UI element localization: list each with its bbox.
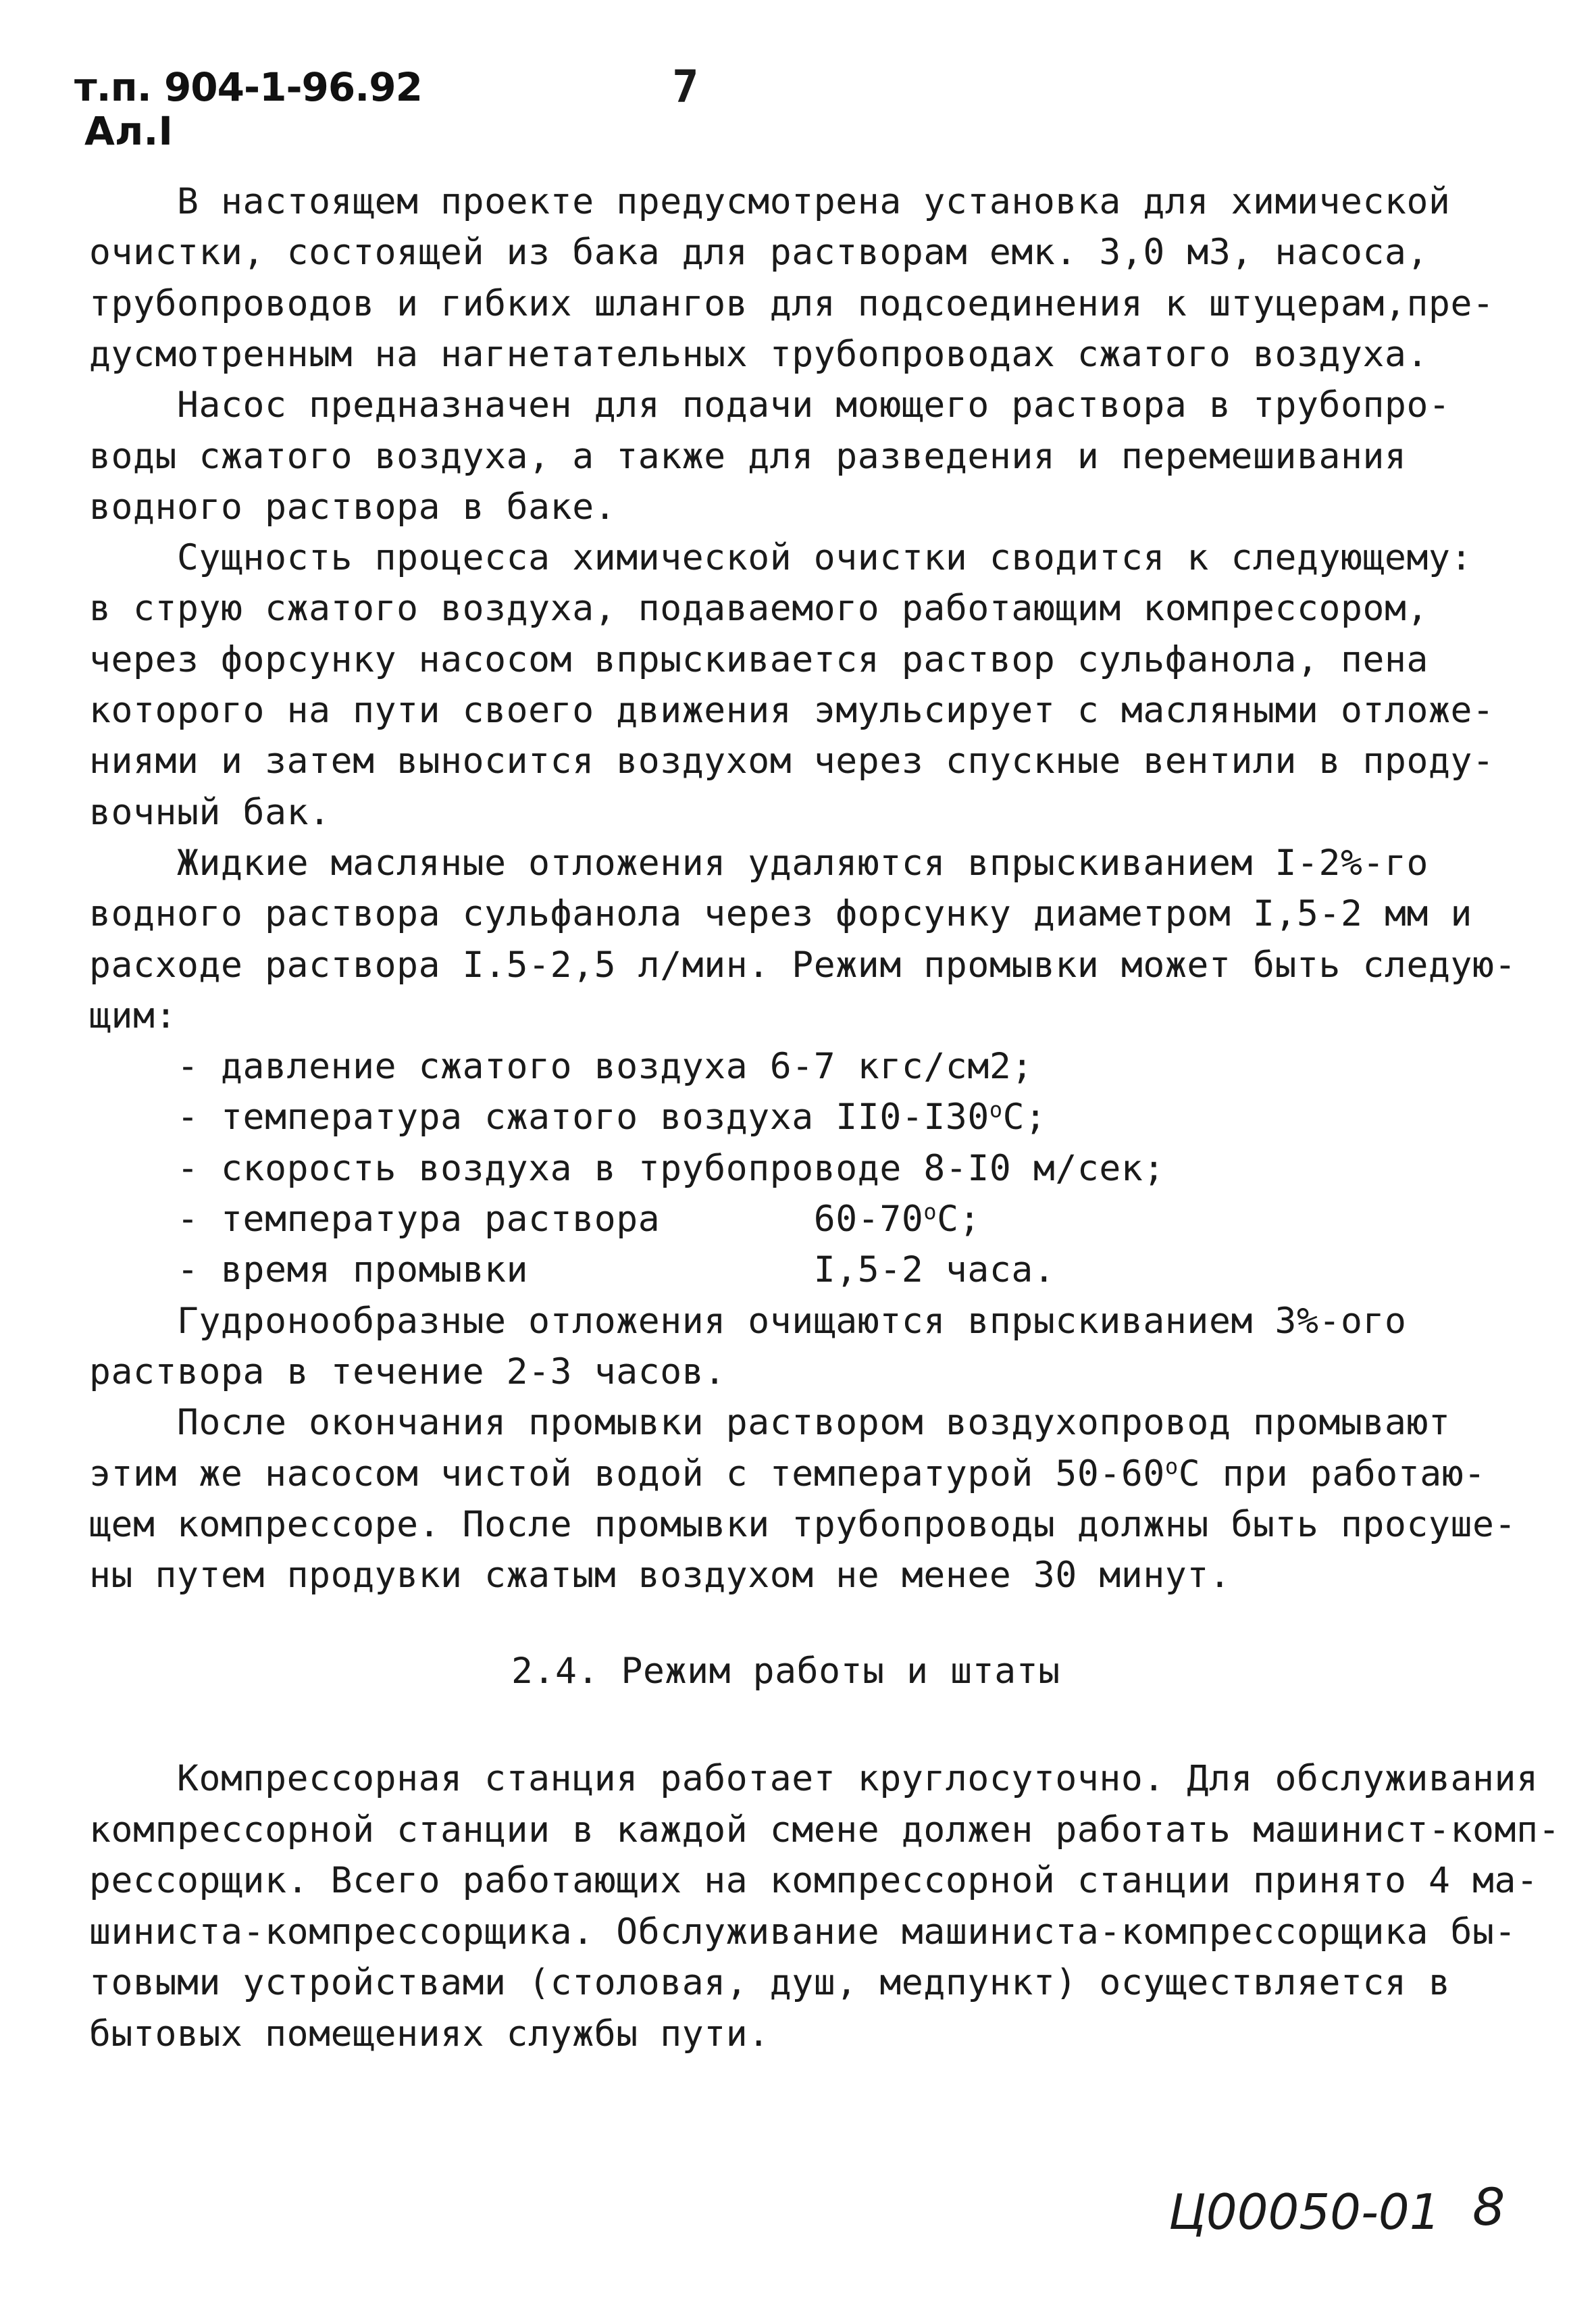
document-code: Ц00050-01 (1168, 2184, 1441, 2240)
text-line: Жидкие масляные отложения удаляются впрыскиванием I-2%-го (89, 842, 1429, 884)
text-line: воды сжатого воздуха, а также для разведения и перемешивания (89, 435, 1407, 477)
text-line: которого на пути своего движения эмульсирует с масляными отложе- (89, 690, 1495, 731)
text-line: щем компрессоре. После промывки трубопроводы должны быть просуше- (89, 1503, 1517, 1545)
section-heading: 2.4. Режим работы и штаты (511, 1651, 1060, 1692)
section-text-line: рессорщик. Всего работающих на компрессорной станции принято 4 ма- (89, 1860, 1539, 1901)
section-text-line: Компрессорная станция работает круглосуточно. Для обслуживания (89, 1758, 1539, 1799)
text-line: через форсунку насосом впрыскивается раствор сульфанола, пена (89, 638, 1429, 680)
text-line: щим: (89, 995, 178, 1036)
sheet-number: 8 (1472, 2177, 1505, 2237)
text-line: В настоящем проекте предусмотрена установка для химической (89, 181, 1451, 222)
text-line: в струю сжатого воздуха, подаваемого работающим компрессором, (89, 588, 1429, 630)
text-line: После окончания промывки раствором воздухопровод промывают (89, 1402, 1451, 1444)
project-code-stamp: т.п. 904-1-96.92 (74, 64, 422, 110)
album-stamp: Ал.I (84, 108, 173, 154)
text-line: Гудронообразные отложения очищаются впрыскиванием 3%-ого (89, 1300, 1407, 1342)
section-text-line: товыми устройствами (столовая, душ, медпункт) осуществляется в (89, 1962, 1451, 2003)
section-text-line: шиниста-компрессорщика. Обслуживание машиниста-компрессорщика бы- (89, 1911, 1517, 1953)
text-line: - давление сжатого воздуха 6-7 кгс/см2; (89, 1046, 1033, 1088)
text-line: этим же насосом чистой водой с температурой 50-60$^o$C при работаю- (89, 1453, 1486, 1494)
text-line: - время промывки I,5-2 часа. (89, 1249, 1056, 1291)
text-line: трубопроводов и гибких шлангов для подсоединения к штуцерам,пре- (89, 282, 1495, 324)
page-number: 7 (672, 61, 699, 113)
text-line: дусмотренным на нагнетательных трубопроводах сжатого воздуха. (89, 333, 1429, 375)
text-line: вочный бак. (89, 791, 331, 833)
text-line: Сущность процесса химической очистки сводится к следующему: (89, 537, 1473, 579)
text-line: - скорость воздуха в трубопроводе 8-I0 м/сек; (89, 1147, 1165, 1189)
text-line: водного раствора в баке. (89, 486, 617, 528)
text-line: Насос предназначен для подачи моющего раствора в трубопро- (89, 384, 1451, 426)
text-line: ны путем продувки сжатым воздухом не менее 30 минут. (89, 1555, 1231, 1596)
text-line: - температура раствора 60-70$^o$C; (89, 1199, 981, 1240)
text-line: расходе раствора I.5-2,5 л/мин. Режим промывки может быть следую- (89, 944, 1517, 986)
section-text-line: бытовых помещениях службы пути. (89, 2013, 770, 2055)
text-line: очистки, состоящей из бака для растворам емк. 3,0 м3, насоса, (89, 232, 1429, 274)
text-line: раствора в течение 2-3 часов. (89, 1351, 726, 1392)
text-line: водного раствора сульфанола через форсунку диаметром I,5-2 мм и (89, 893, 1473, 935)
text-line: - температура сжатого воздуха II0-I30$^o$C; (89, 1097, 1047, 1138)
section-text-line: компрессорной станции в каждой смене должен работать машинист-комп- (89, 1809, 1561, 1851)
text-line: ниями и затем выносится воздухом через спускные вентили в проду- (89, 740, 1495, 782)
